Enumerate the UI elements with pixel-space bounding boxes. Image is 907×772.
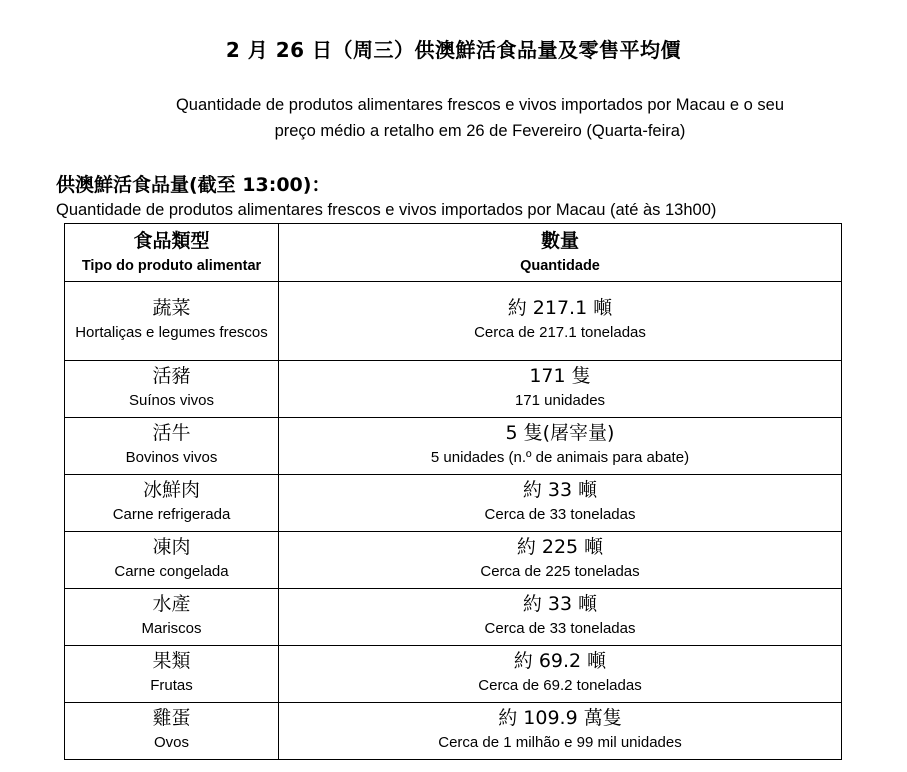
quantity-cell bbox=[279, 282, 842, 361]
type-zh: 凍肉 bbox=[152, 536, 191, 559]
type-zh: 蔬菜 bbox=[152, 297, 191, 320]
quantity-cell bbox=[279, 646, 842, 703]
quantity-pt: Cerca de 217.1 toneladas bbox=[474, 323, 646, 341]
type-zh: 活豬 bbox=[152, 365, 191, 388]
type-pt: Frutas bbox=[150, 676, 193, 694]
quantity-zh: 171 隻 bbox=[529, 365, 591, 388]
type-pt: Carne congelada bbox=[114, 562, 229, 580]
table-header-row bbox=[65, 224, 842, 282]
quantity-cell bbox=[279, 418, 842, 475]
type-zh: 雞蛋 bbox=[152, 707, 191, 730]
page-subtitle-line-1: Quantidade de produtos alimentares frescos e vivos importados por Macau e o seu bbox=[175, 96, 785, 114]
quantity-zh: 約 33 噸 bbox=[522, 479, 598, 502]
quantity-cell bbox=[279, 361, 842, 418]
type-cell bbox=[65, 703, 279, 760]
food-quantity-table bbox=[64, 223, 842, 760]
type-cell bbox=[65, 475, 279, 532]
quantity-zh: 5 隻(屠宰量) bbox=[505, 422, 615, 445]
page-subtitle-line-2: preço médio a retalho em 26 de Fevereiro (Quarta-feira) bbox=[274, 122, 686, 140]
section-heading-pt: Quantidade de produtos alimentares frescos e vivos importados por Macau (até às 13h00) bbox=[56, 201, 717, 219]
table-row bbox=[65, 589, 842, 646]
section-heading: 供澳鮮活食品量(截至 13:00)： bbox=[56, 174, 331, 196]
table-row bbox=[65, 646, 842, 703]
quantity-pt: Cerca de 225 toneladas bbox=[480, 562, 640, 580]
page-title: 2 月 26 日（周三）供澳鮮活食品量及零售平均價 bbox=[225, 38, 682, 62]
header-type-cell bbox=[65, 224, 279, 282]
table-row bbox=[65, 475, 842, 532]
header-quantity-cell bbox=[279, 224, 842, 282]
type-pt: Bovinos vivos bbox=[125, 448, 218, 466]
quantity-pt: Cerca de 33 toneladas bbox=[484, 619, 636, 637]
quantity-cell bbox=[279, 589, 842, 646]
type-pt: Hortaliças e legumes frescos bbox=[75, 323, 268, 341]
type-cell bbox=[65, 532, 279, 589]
type-pt: Carne refrigerada bbox=[112, 505, 231, 523]
header-type-pt: Tipo do produto alimentar bbox=[81, 257, 262, 274]
quantity-cell bbox=[279, 703, 842, 760]
quantity-pt: 5 unidades (n.º de animais para abate) bbox=[430, 448, 690, 466]
header-type-zh: 食品類型 bbox=[133, 230, 210, 253]
header-quantity-pt: Quantidade bbox=[520, 257, 600, 274]
quantity-pt: Cerca de 33 toneladas bbox=[484, 505, 636, 523]
quantity-zh: 約 109.9 萬隻 bbox=[498, 707, 622, 730]
table-row bbox=[65, 703, 842, 760]
page-subtitle bbox=[100, 92, 860, 144]
type-zh: 活牛 bbox=[152, 422, 191, 445]
type-zh: 果類 bbox=[152, 650, 191, 673]
table-row bbox=[65, 282, 842, 361]
type-pt: Ovos bbox=[153, 733, 189, 751]
header-quantity-zh: 數量 bbox=[540, 230, 579, 253]
quantity-cell bbox=[279, 532, 842, 589]
quantity-zh: 約 33 噸 bbox=[522, 593, 598, 616]
table-row bbox=[65, 532, 842, 589]
quantity-zh: 約 69.2 噸 bbox=[513, 650, 607, 673]
quantity-pt: Cerca de 69.2 toneladas bbox=[478, 676, 642, 694]
quantity-zh: 約 217.1 噸 bbox=[507, 297, 613, 320]
quantity-cell bbox=[279, 475, 842, 532]
quantity-pt: 171 unidades bbox=[514, 391, 606, 409]
type-zh: 水產 bbox=[152, 593, 191, 616]
type-zh: 冰鮮肉 bbox=[142, 479, 200, 502]
table-row bbox=[65, 418, 842, 475]
table-row bbox=[65, 361, 842, 418]
quantity-pt: Cerca de 1 milhão e 99 mil unidades bbox=[438, 733, 682, 751]
type-cell bbox=[65, 589, 279, 646]
type-pt: Suínos vivos bbox=[128, 391, 215, 409]
type-pt: Mariscos bbox=[141, 619, 202, 637]
type-cell bbox=[65, 646, 279, 703]
quantity-zh: 約 225 噸 bbox=[516, 536, 604, 559]
type-cell bbox=[65, 282, 279, 361]
type-cell bbox=[65, 418, 279, 475]
type-cell bbox=[65, 361, 279, 418]
